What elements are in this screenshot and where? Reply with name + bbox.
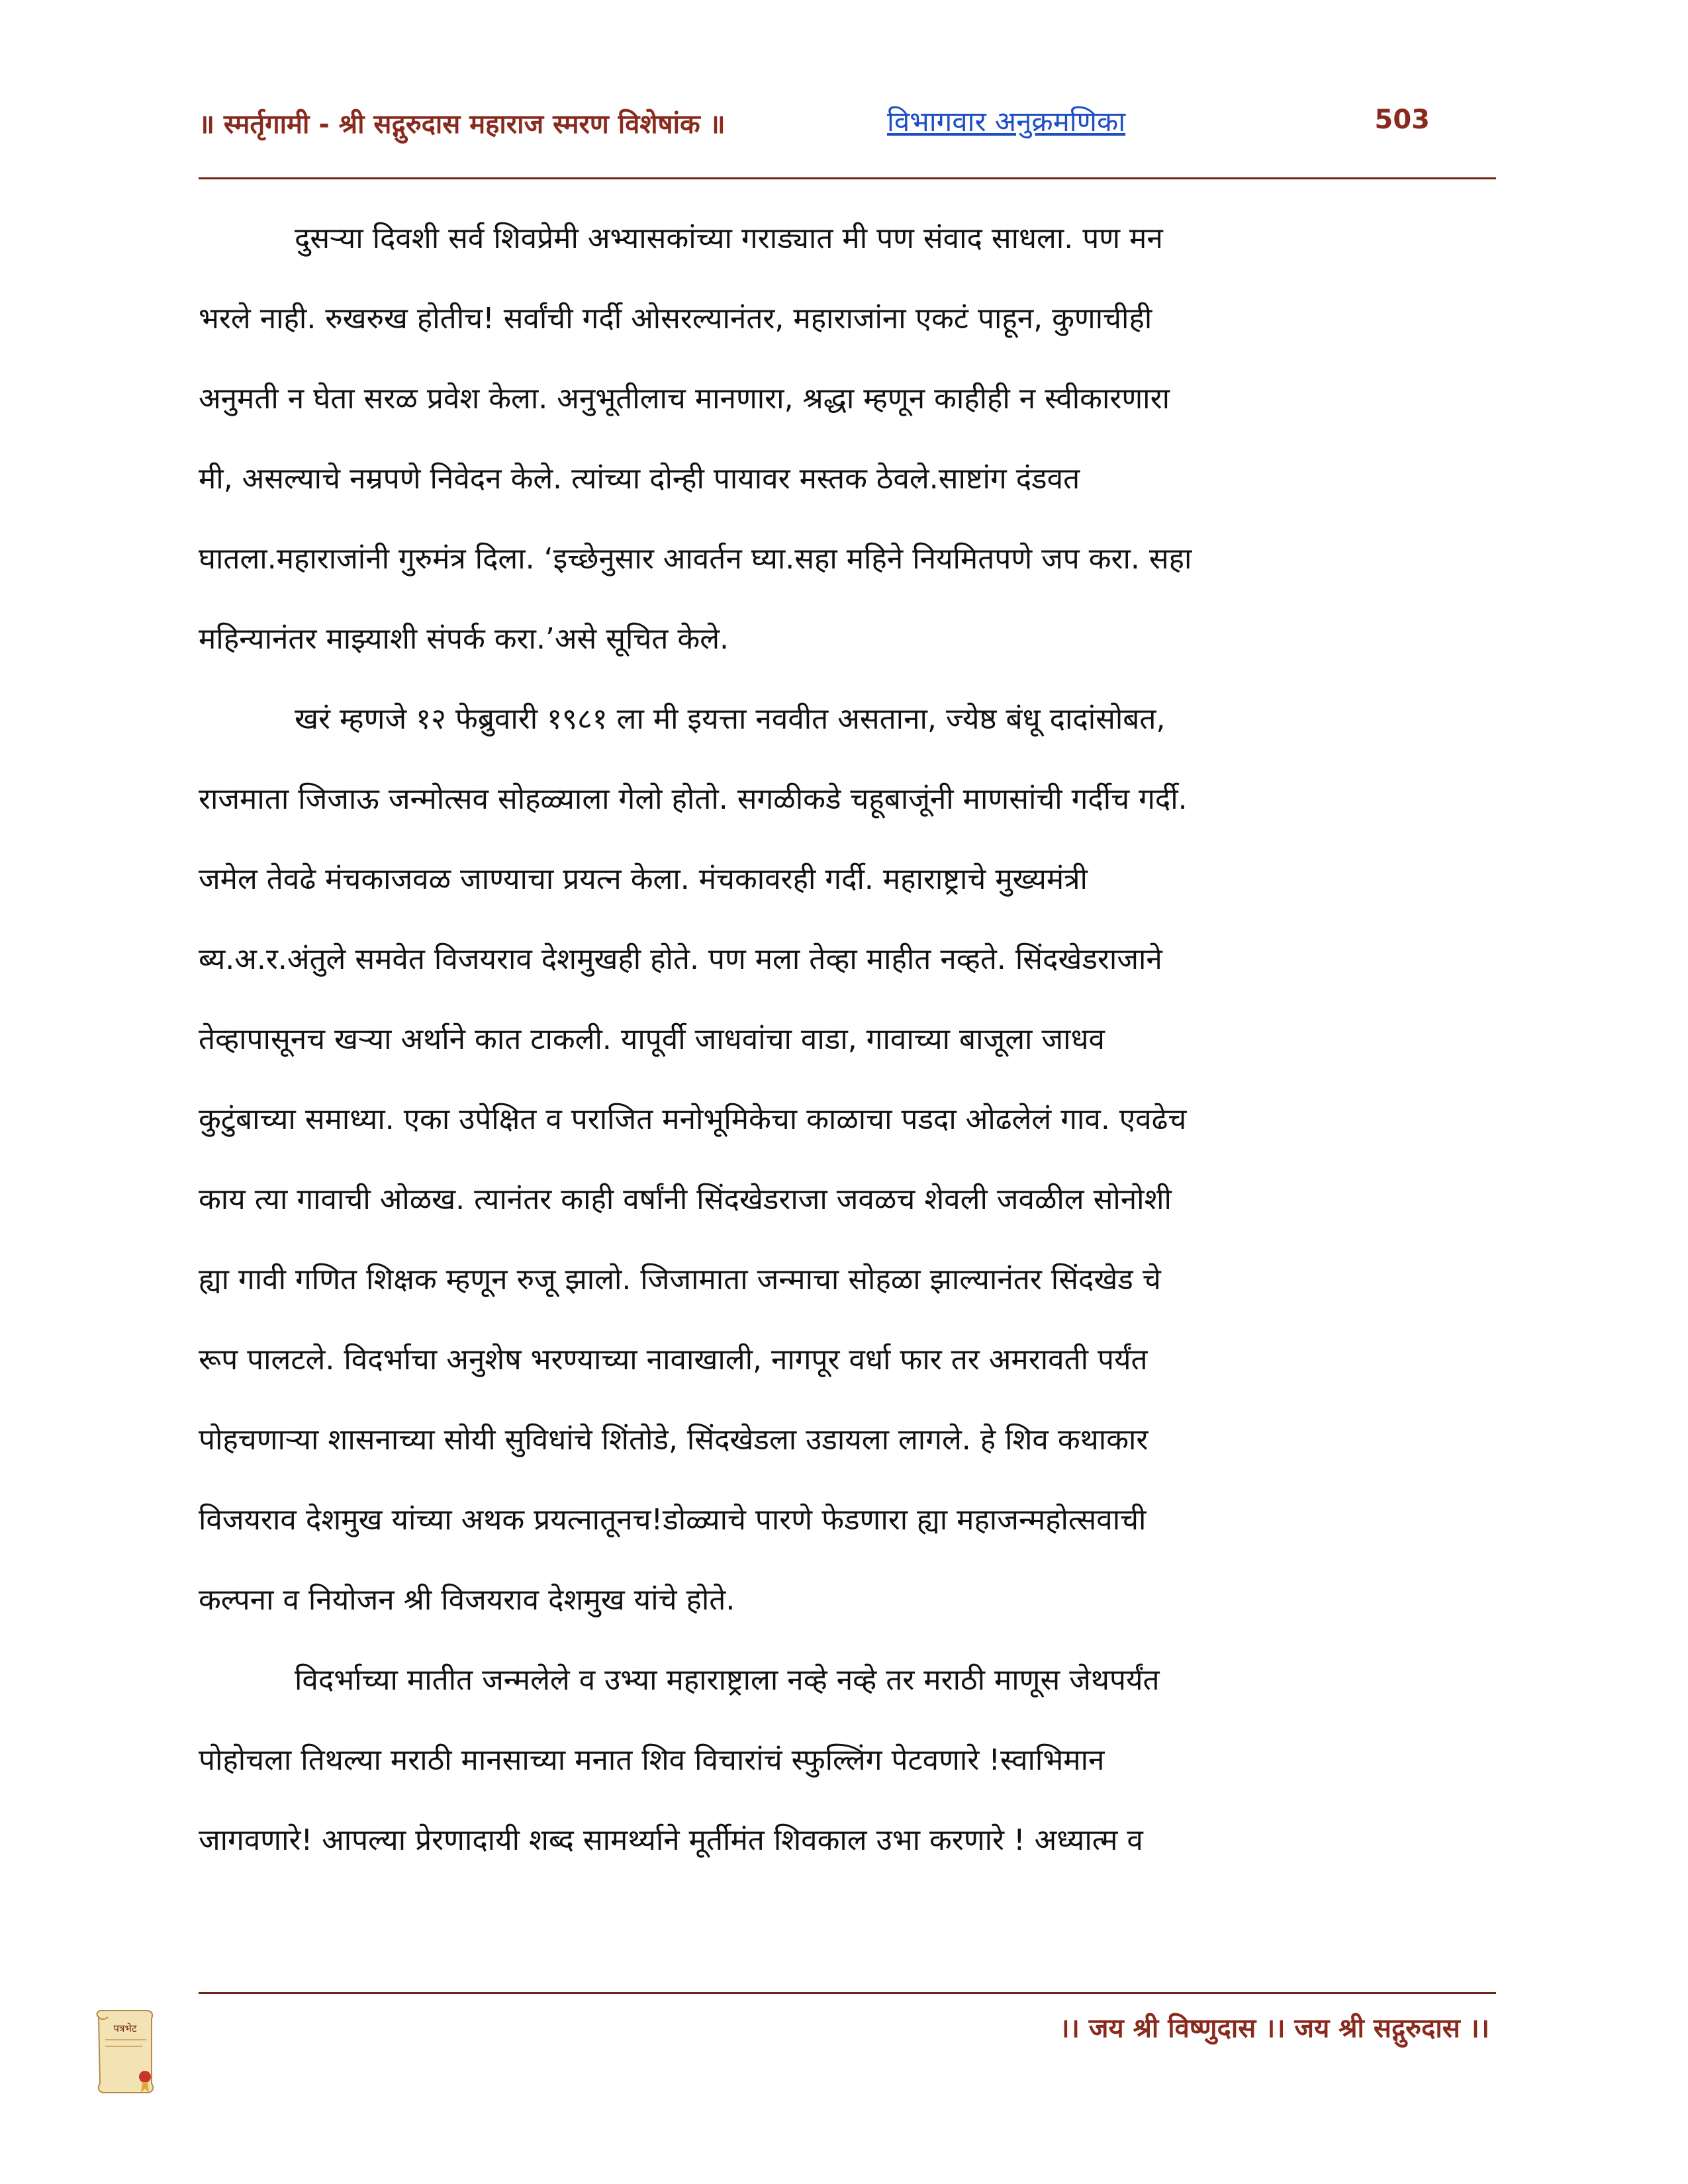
logo-label: पत्रभेट: [113, 2023, 137, 2034]
text-line: अनुमती न घेता सरळ प्रवेश केला. अनुभूतीलाच मानणारा, श्रद्धा म्हणून काहीही न स्वीकारणारा: [199, 382, 1170, 416]
page-number: 503: [1374, 105, 1430, 135]
publication-title: ॥ स्मर्तृगामी - श्री सद्गुरुदास महाराज स्मरण विशेषांक ॥: [199, 109, 726, 140]
text-line: विजयराव देशमुख यांच्या अथक प्रयत्नातूनच!डोळ्याचे पारणे फेडणारा ह्या महाजन्महोत्सवाची: [199, 1503, 1147, 1537]
text-line: विदर्भाच्या मातीत जन्मलेले व उभ्या महाराष्ट्राला नव्हे नव्हे तर मराठी माणूस जेथपर्यंत: [295, 1663, 1160, 1697]
header-divider: [199, 177, 1496, 179]
text-line: कल्पना व नियोजन श्री विजयराव देशमुख यांचे होते.: [199, 1583, 735, 1617]
section-index-link[interactable]: विभागवार अनुक्रमणिका: [887, 105, 1126, 138]
text-line: मी, असल्याचे नम्रपणे निवेदन केले. त्यांच्या दोन्ही पायावर मस्तक ठेवले.साष्टांग दंडवत: [199, 462, 1080, 496]
text-line: राजमाता जिजाऊ जन्मोत्सव सोहळ्याला गेलो होतो. सगळीकडे चहूबाजूंनी माणसांची गर्दीच गर्दी.: [199, 782, 1188, 816]
text-line: भरले नाही. रुखरुख होतीच! सर्वांची गर्दी ओसरल्यानंतर, महाराजांना एकटं पाहून, कुणाचीही: [199, 302, 1152, 336]
text-line: जमेल तेवढे मंचकाजवळ जाण्याचा प्रयत्न केला. मंचकावरही गर्दी. महाराष्ट्राचे मुख्यमंत्री: [199, 862, 1088, 896]
text-line: रूप पालटले. विदर्भाचा अनुशेष भरण्याच्या नावाखाली, नागपूर वर्धा फार तर अमरावती पर्यंत: [199, 1343, 1148, 1377]
footer-invocation: ।। जय श्री विष्णुदास ।। जय श्री सद्गुरुदास ।।: [1059, 2013, 1489, 2044]
text-line: पोहोचला तिथल्या मराठी मानसाच्या मनात शिव विचारांचं स्फुल्लिंग पेटवणारे !स्वाभिमान: [199, 1743, 1105, 1777]
paragraph: [199, 199, 1496, 679]
patrabhet-logo: [89, 2005, 162, 2098]
text-line: जागवणारे! आपल्या प्रेरणादायी शब्द सामर्थ्याने मूर्तीमंत शिवकाल उभा करणारे ! अध्यात्म व: [199, 1823, 1143, 1857]
text-line: महिन्यानंतर माझ्याशी संपर्क करा.’असे सूचित केले.: [199, 622, 729, 656]
text-line: ब्य.अ.र.अंतुले समवेत विजयराव देशमुखही होते. पण मला तेव्हा माहीत नव्हते. सिंदखेडराजाने: [199, 942, 1162, 976]
article-body: [199, 199, 1496, 1880]
text-line: तेव्हापासूनच खऱ्या अर्थाने कात टाकली. यापूर्वी जाधवांचा वाडा, गावाच्या बाजूला जाधव: [199, 1023, 1105, 1056]
text-line: खरं म्हणजे १२ फेब्रुवारी १९८१ ला मी इयत्ता नववीत असताना, ज्येष्ठ बंधू दादांसोबत,: [295, 702, 1166, 736]
text-line: घातला.महाराजांनी गुरुमंत्र दिला. ‘इच्छेनुसार आवर्तन घ्या.सहा महिने नियमितपणे जप करा. सहा: [199, 542, 1192, 576]
paragraph: [199, 1640, 1496, 1880]
text-line: काय त्या गावाची ओळख. त्यानंतर काही वर्षांनी सिंदखेडराजा जवळच शेवली जवळील सोनोशी: [199, 1183, 1172, 1216]
footer-divider: [199, 1992, 1496, 1994]
text-line: पोहचणाऱ्या शासनाच्या सोयी सुविधांचे शिंतोडे, सिंदखेडला उडायला लागले. हे शिव कथाकार: [199, 1423, 1149, 1457]
text-line: ह्या गावी गणित शिक्षक म्हणून रुजू झालो. जिजामाता जन्माचा सोहळा झाल्यानंतर सिंदखेड चे: [199, 1263, 1161, 1297]
page-header: [199, 93, 1496, 152]
text-line: कुटुंबाच्या समाध्या. एका उपेक्षित व पराजित मनोभूमिकेचा काळाचा पडदा ओढलेलं गाव. एवढेच: [199, 1103, 1187, 1136]
paragraph: [199, 679, 1496, 1640]
text-line: दुसऱ्या दिवशी सर्व शिवप्रेमी अभ्यासकांच्या गराड्यात मी पण संवाद साधला. पण मन: [295, 222, 1163, 255]
